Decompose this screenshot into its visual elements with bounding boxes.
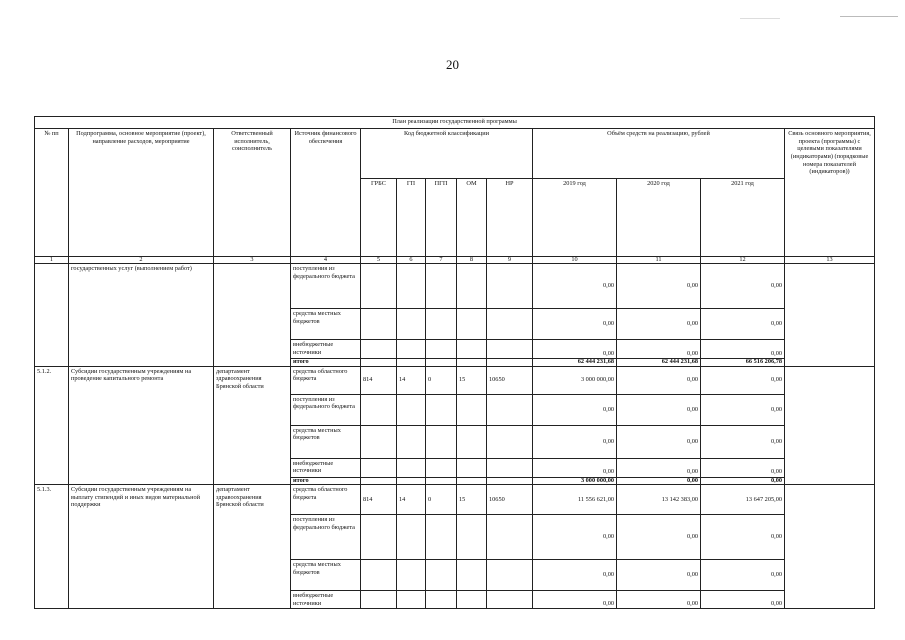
header-2019: 2019 год	[533, 179, 617, 257]
total-2021: 0,00	[701, 477, 785, 484]
table-row	[35, 366, 875, 394]
amount-2020: 0,00	[617, 425, 701, 458]
total-label: итого	[291, 359, 361, 366]
code-gp: 14	[397, 484, 426, 514]
column-number: 9	[487, 257, 533, 264]
header-gp: ГП	[397, 179, 426, 257]
column-number-row	[35, 257, 875, 264]
column-number: 2	[69, 257, 214, 264]
program-plan-table	[34, 116, 875, 609]
amount-2019: 0,00	[533, 309, 617, 340]
amount-2021: 0,00	[701, 264, 785, 309]
amount-2020: 0,00	[617, 264, 701, 309]
source-cell: поступления из федерального бюджета	[291, 514, 361, 559]
amount-2021: 0,00	[701, 340, 785, 359]
code-nr: 10650	[487, 366, 533, 394]
column-number: 3	[214, 257, 291, 264]
amount-2021: 13 647 205,00	[701, 484, 785, 514]
amount-2019: 0,00	[533, 559, 617, 590]
header-subprogram: Подпрограмма, основное мероприятие (проект), направление расходов, мероприятие	[69, 129, 214, 257]
column-number: 12	[701, 257, 785, 264]
source-cell: средства местных бюджетов	[291, 309, 361, 340]
amount-2020: 0,00	[617, 590, 701, 608]
code-gp: 14	[397, 366, 426, 394]
amount-2019: 0,00	[533, 394, 617, 425]
executor-cell: департамент здравоохранения Брянской области	[214, 484, 291, 608]
amount-2020: 0,00	[617, 559, 701, 590]
code-nr: 10650	[487, 484, 533, 514]
code-om: 15	[457, 366, 487, 394]
scan-artifact-line	[840, 16, 898, 17]
indicator-link-cell	[785, 484, 875, 608]
column-number: 10	[533, 257, 617, 264]
header-budget-code: Код бюджетной классификации	[361, 129, 533, 179]
source-cell: поступления из федерального бюджета	[291, 394, 361, 425]
total-2020: 0,00	[617, 477, 701, 484]
source-cell: поступления из федерального бюджета	[291, 264, 361, 309]
amount-2019: 0,00	[533, 340, 617, 359]
column-number: 1	[35, 257, 69, 264]
amount-2020: 0,00	[617, 458, 701, 477]
amount-2020: 0,00	[617, 366, 701, 394]
amount-2019: 0,00	[533, 425, 617, 458]
table-row	[35, 264, 875, 309]
amount-2019: 3 000 000,00	[533, 366, 617, 394]
total-label: итого	[291, 477, 361, 484]
code-grbs: 814	[361, 484, 397, 514]
amount-2021: 0,00	[701, 458, 785, 477]
column-number: 8	[457, 257, 487, 264]
total-2021: 66 516 206,78	[701, 359, 785, 366]
header-2021: 2021 год	[701, 179, 785, 257]
amount-2021: 0,00	[701, 309, 785, 340]
column-number: 4	[291, 257, 361, 264]
amount-2020: 0,00	[617, 309, 701, 340]
code-grbs: 814	[361, 366, 397, 394]
executor-cell	[214, 264, 291, 366]
indicator-link-cell	[785, 366, 875, 484]
amount-2021: 0,00	[701, 394, 785, 425]
amount-2019: 0,00	[533, 458, 617, 477]
amount-2019: 0,00	[533, 264, 617, 309]
indicator-link-cell	[785, 264, 875, 366]
table-caption-row	[35, 117, 875, 129]
amount-2019: 0,00	[533, 590, 617, 608]
source-cell: внебюджетные источники	[291, 458, 361, 477]
header-source: Источник финансового обеспечения	[291, 129, 361, 257]
header-2020: 2020 год	[617, 179, 701, 257]
code-om: 15	[457, 484, 487, 514]
column-number: 13	[785, 257, 875, 264]
amount-2021: 0,00	[701, 590, 785, 608]
table-row	[35, 484, 875, 514]
column-number: 6	[397, 257, 426, 264]
total-2019: 62 444 231,68	[533, 359, 617, 366]
amount-2021: 0,00	[701, 425, 785, 458]
header-num: № пп	[35, 129, 69, 257]
source-cell: средства местных бюджетов	[291, 559, 361, 590]
code-pgp: 0	[426, 366, 457, 394]
source-cell: средства областного бюджета	[291, 484, 361, 514]
amount-2020: 0,00	[617, 340, 701, 359]
column-number: 7	[426, 257, 457, 264]
source-cell: средства областного бюджета	[291, 366, 361, 394]
header-row	[35, 129, 875, 179]
amount-2021: 0,00	[701, 559, 785, 590]
column-number: 5	[361, 257, 397, 264]
total-2019: 3 000 000,00	[533, 477, 617, 484]
activity-name: Субсидии государственным учреждениям на проведение капитального ремонта	[69, 366, 214, 484]
header-grbs: ГРБС	[361, 179, 397, 257]
column-number: 11	[617, 257, 701, 264]
scan-artifact-line	[740, 18, 780, 19]
row-number: 5.1.3.	[35, 484, 69, 608]
amount-2020: 0,00	[617, 394, 701, 425]
amount-2019: 11 556 621,00	[533, 484, 617, 514]
activity-name: государственных услуг (выполнением работ)	[69, 264, 214, 366]
source-cell: внебюджетные источники	[291, 590, 361, 608]
source-cell: средства местных бюджетов	[291, 425, 361, 458]
header-executor: Ответственный исполнитель, соисполнитель	[214, 129, 291, 257]
page-number: 20	[446, 57, 459, 72]
table-caption: План реализации государственной программы	[35, 117, 875, 129]
row-number: 5.1.2.	[35, 366, 69, 484]
amount-2020: 0,00	[617, 514, 701, 559]
header-volume: Объём средств на реализацию, рублей	[533, 129, 785, 179]
header-link: Связь основного мероприятия, проекта (программы) с целевыми показателями (индикаторами) (порядковые номера показателей (индикаторов))	[785, 129, 875, 257]
row-number	[35, 264, 69, 366]
amount-2021: 0,00	[701, 514, 785, 559]
executor-cell: департамент здравоохранения Брянской области	[214, 366, 291, 484]
code-pgp: 0	[426, 484, 457, 514]
header-pgp: ПГП	[426, 179, 457, 257]
header-nr: НР	[487, 179, 533, 257]
activity-name: Субсидии государственным учреждениям на выплату стипендий и иных видов материальной поддержки	[69, 484, 214, 608]
source-cell: внебюджетные источники	[291, 340, 361, 359]
amount-2019: 0,00	[533, 514, 617, 559]
header-om: ОМ	[457, 179, 487, 257]
amount-2021: 0,00	[701, 366, 785, 394]
total-2020: 62 444 231,68	[617, 359, 701, 366]
amount-2020: 13 142 383,00	[617, 484, 701, 514]
